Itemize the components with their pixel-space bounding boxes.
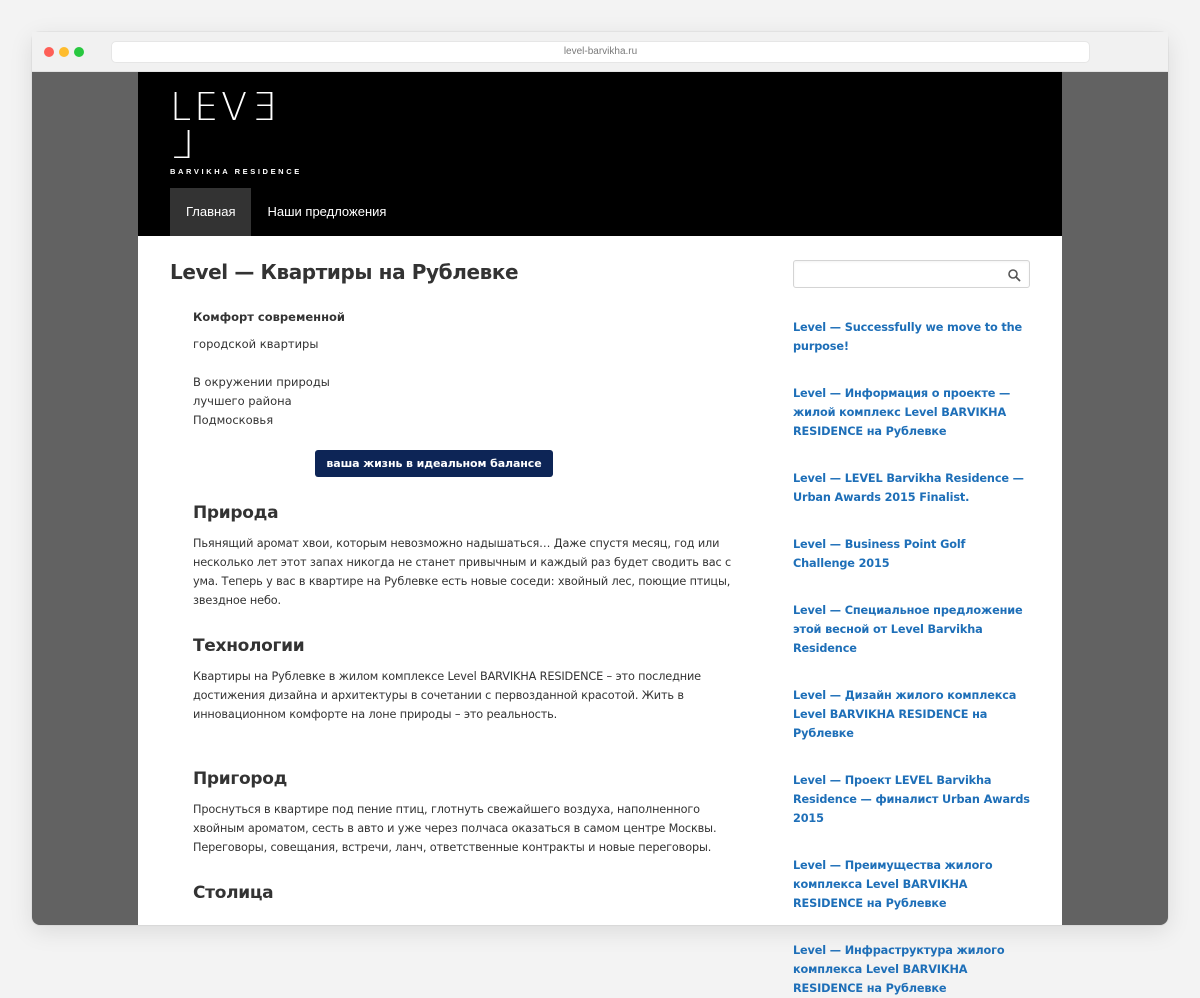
main-nav (170, 188, 402, 236)
logo-tagline: BARVIKHA RESIDENCE (170, 167, 302, 176)
nav-item-offers[interactable]: Наши предложения (267, 204, 387, 219)
search-box (793, 260, 1030, 288)
sidebar (793, 260, 1030, 998)
section-nature (193, 503, 730, 610)
intro-line: Подмосковья (193, 413, 274, 427)
site-header (138, 72, 1062, 236)
recent-post-link[interactable]: Level — Business Point Golf Challenge 2015 (793, 538, 966, 570)
recent-posts-list (793, 318, 1030, 998)
intro-line: лучшего района (193, 394, 292, 408)
intro-line: Комфорт современной (193, 310, 345, 324)
maximize-window-button[interactable] (74, 47, 84, 57)
section-heading: Столица (193, 883, 274, 903)
recent-post-link[interactable]: Level — LEVEL Barvikha Residence — Urban Awards 2015 Finalist. (793, 472, 1024, 504)
section-text: Пьянящий аромат хвои, которым невозможно надышаться… Даже спустя месяц, год или несколько лет этот запах никогда не станет привычным и каждый раз будет сводить вас с ума. Теперь у вас в квартире на Рублевке есть новые соседи: хвойный лес, поющие птицы, звездное небо. (193, 537, 732, 607)
logo-wordmark: LEVEL (170, 85, 278, 167)
main-content (170, 260, 730, 903)
section-technology (193, 636, 730, 724)
section-heading: Технологии (193, 636, 305, 656)
web-page (138, 72, 1062, 995)
page-title: Level — Квартиры на Рублевке (170, 260, 519, 284)
recent-post-link[interactable]: Level — Дизайн жилого комплекса Level BARVIKHA RESIDENCE на Рублевке (793, 689, 1017, 740)
recent-post-link[interactable]: Level — Специальное предложение этой весной от Level Barvikha Residence (793, 604, 1023, 655)
site-logo[interactable] (170, 85, 302, 176)
section-heading: Пригород (193, 769, 288, 789)
section-heading: Природа (193, 503, 279, 523)
intro-line: городской квартиры (193, 337, 319, 351)
browser-window (32, 32, 1168, 995)
section-text: Проснуться в квартире под пение птиц, глотнуть свежайшего воздуха, наполненного хвойным ароматом, сесть в авто и уже через полчаса оказаться в самом центре Москвы. Переговоры, совещания, встречи, ланч, ответственные контракты и новые переговоры. (193, 803, 717, 854)
intro-block (193, 308, 730, 430)
search-input[interactable] (802, 261, 1002, 287)
recent-post-link[interactable]: Level — Информация о проекте — жилой комплекс Level BARVIKHA RESIDENCE на Рублевке (793, 387, 1011, 438)
balance-cta-button[interactable]: ваша жизнь в идеальном балансе (315, 450, 552, 477)
browser-titlebar (32, 32, 1168, 72)
recent-post-link[interactable]: Level — Successfully we move to the purpose! (793, 321, 1023, 353)
recent-post-link[interactable]: Level — Инфраструктура жилого комплекса Level BARVIKHA RESIDENCE на Рублевке (793, 944, 1005, 995)
section-text: Квартиры на Рублевке в жилом комплексе Level BARVIKHA RESIDENCE – это последние достижения дизайна и архитектуры в сочетании с первозданной красотой. Жить в инновационном комфорте на лоне природы – это реальность. (193, 670, 701, 721)
nav-item-home[interactable]: Главная (170, 188, 251, 236)
address-bar[interactable]: level-barvikha.ru (111, 41, 1090, 63)
recent-post-link[interactable]: Level — Проект LEVEL Barvikha Residence — финалист Urban Awards 2015 (793, 774, 1030, 825)
close-window-button[interactable] (44, 47, 54, 57)
section-suburb (193, 769, 730, 857)
section-capital (193, 883, 730, 903)
search-icon[interactable] (1007, 268, 1021, 282)
cta-wrapper (170, 450, 698, 477)
intro-line: В окружении природы (193, 375, 330, 389)
recent-post-link[interactable]: Level — Преимущества жилого комплекса Level BARVIKHA RESIDENCE на Рублевке (793, 859, 993, 910)
minimize-window-button[interactable] (59, 47, 69, 57)
